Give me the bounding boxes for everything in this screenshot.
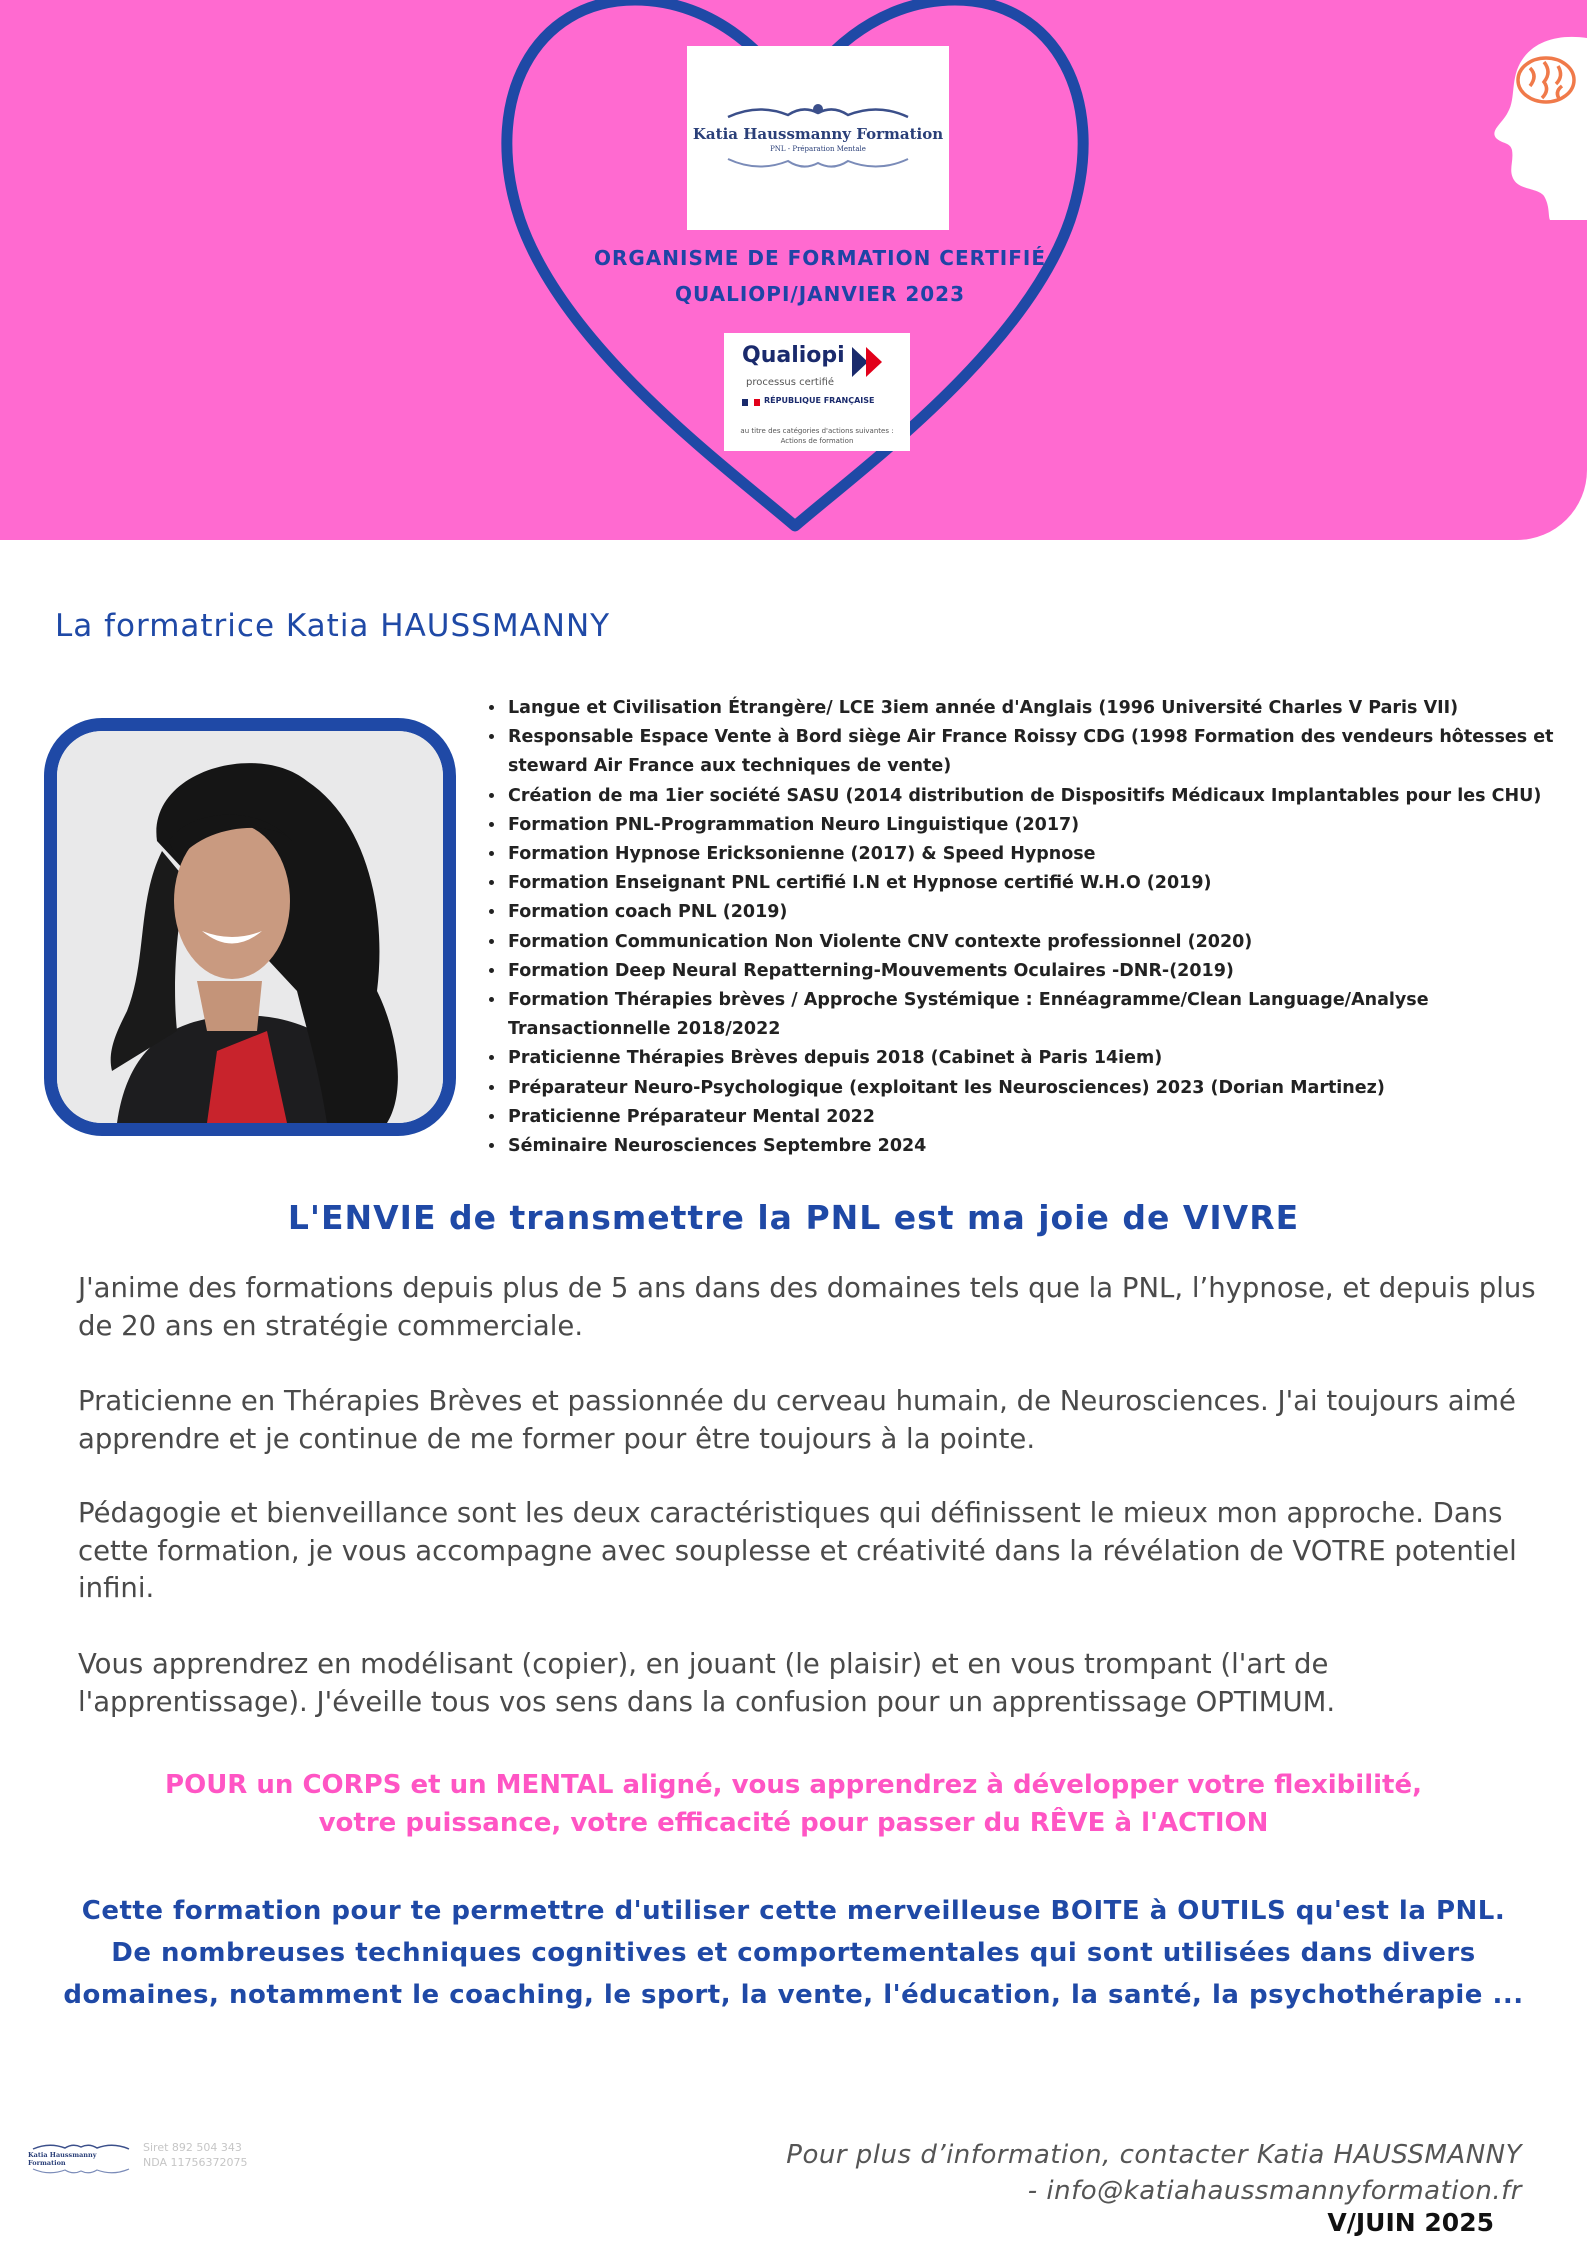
brain-head-icon	[1450, 20, 1587, 220]
qualiopi-name: Qualiopi	[742, 343, 845, 368]
footer-registration	[143, 2140, 248, 2170]
list-item: • Formation coach PNL (2019)	[506, 898, 1586, 927]
ornament-icon	[718, 153, 918, 175]
list-item: • Formation Enseignant PNL certifié I.N et Hypnose certifié W.H.O (2019)	[506, 869, 1586, 898]
qualiopi-note: au titre des catégories d'actions suivantes :	[740, 427, 894, 435]
section-title: La formatrice Katia HAUSSMANNY	[55, 608, 611, 644]
list-item: • Praticienne Thérapies Brèves depuis 2018 (Cabinet à Paris 14iem)	[506, 1044, 1586, 1073]
qualiopi-republic: RÉPUBLIQUE FRANÇAISE	[764, 396, 875, 405]
list-item: • Formation PNL-Programmation Neuro Linguistique (2017)	[506, 811, 1586, 840]
highlight-pink-line: votre puissance, votre efficacité pour passer du RÊVE à l'ACTION	[318, 1808, 1269, 1838]
footer-logo-text: Katia Haussmanny Formation	[28, 2151, 97, 2167]
nda-number: NDA 11756372075	[143, 2156, 248, 2169]
intro-paragraph: Praticienne en Thérapies Brèves et passionnée du cerveau humain, de Neurosciences. J'ai toujours aimé apprendre et je continue de me former pour être toujours à la pointe.	[78, 1385, 1516, 1455]
ornament-icon	[29, 2167, 133, 2177]
footer-logo	[28, 2140, 134, 2178]
highlight-pink-line: POUR un CORPS et un MENTAL aligné, vous apprendrez à développer votre flexibilité,	[165, 1770, 1422, 1800]
intro-paragraph: Vous apprendrez en modélisant (copier), en jouant (le plaisir) et en vous trompant (l'art de l'apprentissage). J'éveille tous vos sens dans la confusion pour un apprentissage OPTIMUM.	[78, 1648, 1336, 1718]
credentials-list	[480, 694, 1586, 1161]
list-item: • Formation Communication Non Violente CNV contexte professionnel (2020)	[506, 928, 1586, 957]
ornament-icon	[29, 2141, 133, 2151]
list-item: • Responsable Espace Vente à Bord siège Air France Roissy CDG (1998 Formation des vendeurs hôtesses et steward Air France aux techniques de vente)	[506, 723, 1586, 781]
highlight-blue-line: De nombreuses techniques cognitives et comportementales qui sont utilisées dans divers	[111, 1938, 1476, 1968]
list-item: • Langue et Civilisation Étrangère/ LCE 3iem année d'Anglais (1996 Université Charles V Paris VII)	[506, 694, 1586, 723]
french-flag-icon	[742, 399, 760, 406]
list-item: • Séminaire Neurosciences Septembre 2024	[506, 1132, 1586, 1161]
contact-email-link[interactable]: - info@katiahaussmannyformation.fr	[1027, 2176, 1522, 2206]
certification-title: ORGANISME DE FORMATION CERTIFIÉ	[593, 246, 1046, 270]
intro-paragraph: J'anime des formations depuis plus de 5 ans dans des domaines tels que la PNL, l’hypnose, et depuis plus de 20 ans en stratégie commerciale.	[78, 1272, 1536, 1342]
qualiopi-badge	[724, 333, 910, 451]
intro-paragraph: Pédagogie et bienveillance sont les deux caractéristiques qui définissent le mieux mon approche. Dans cette formation, je vous accompagne avec souplesse et créativité dans la révélation de VOTRE potentiel infini.	[78, 1497, 1517, 1604]
list-item: • Formation Thérapies brèves / Approche Systémique : Ennéagramme/Clean Language/Analyse Transactionnelle 2018/2022	[506, 986, 1586, 1044]
certification-date: QUALIOPI/JANVIER 2023	[675, 282, 965, 306]
qualiopi-arrows-icon	[852, 347, 894, 377]
siret-number: Siret 892 504 343	[143, 2141, 242, 2154]
list-item: • Formation Hypnose Ericksonienne (2017) & Speed Hypnose	[506, 840, 1586, 869]
ornament-icon	[718, 101, 918, 123]
logo-brand-text: Katia Haussmanny Formation	[692, 125, 944, 143]
list-item: • Préparateur Neuro-Psychologique (exploitant les Neurosciences) 2023 (Dorian Martinez)	[506, 1074, 1586, 1103]
trainer-photo	[44, 718, 456, 1136]
highlight-blue-line: Cette formation pour te permettre d'utiliser cette merveilleuse BOITE à OUTILS qu'est la PNL.	[81, 1896, 1506, 1926]
tagline: L'ENVIE de transmettre la PNL est ma joie de VIVRE	[287, 1198, 1300, 1237]
qualiopi-subtitle: processus certifié	[746, 377, 835, 388]
trainer-portrait-image	[57, 731, 443, 1123]
contact-line: Pour plus d’information, contacter Katia HAUSSMANNY	[786, 2140, 1522, 2170]
highlight-blue-line: domaines, notamment le coaching, le sport, la vente, l'éducation, la santé, la psychothérapie ...	[63, 1980, 1524, 2010]
qualiopi-note: Actions de formation	[780, 437, 854, 445]
company-logo	[687, 46, 949, 230]
logo-subtitle: PNL - Préparation Mentale	[770, 145, 866, 153]
version-label: V/JUIN 2025	[1327, 2208, 1494, 2237]
list-item: • Praticienne Préparateur Mental 2022	[506, 1103, 1586, 1132]
list-item: • Création de ma 1ier société SASU (2014 distribution de Dispositifs Médicaux Implantables pour les CHU)	[506, 782, 1586, 811]
list-item: • Formation Deep Neural Repatterning-Mouvements Oculaires -DNR-(2019)	[506, 957, 1586, 986]
